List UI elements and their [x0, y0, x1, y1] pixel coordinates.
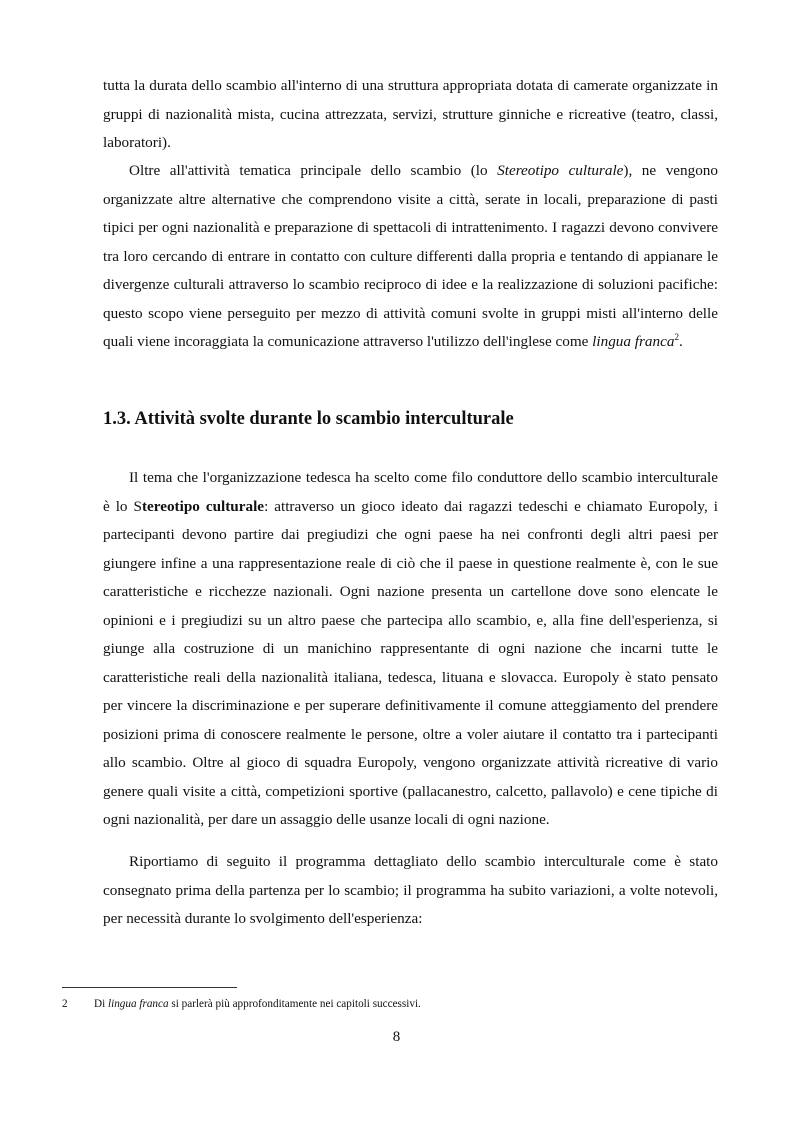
footnote-reference[interactable]: 2 — [674, 331, 679, 342]
term-stereotipo-culturale-bold: tereotipo culturale — [141, 497, 265, 515]
paragraph-2-text-b: ), ne vengono organizzate altre alternative che comprendono visite a città, serate in locali, preparazione di pasti tipici per ogni nazionalità e preparazione di spettacoli di intrattenimento. I ragazzi devono convivere tra loro cercando di entrare in contatto con culture differenti dalla propria e tentando di appianare le divergenze culturali attraverso lo scambio reciproco di idee e la realizzazione di soluzioni pacifiche: questo scopo viene perseguito per mezzo di attività comuni svolte in gruppi misti all'interno delle quali viene incoraggiata la comunicazione attraverso l'utilizzo dell'inglese come — [103, 162, 718, 350]
paragraph-3-text-a: Il tema che l'organizzazione tedesca ha scelto come filo conduttore dello scambio interculturale è lo S — [103, 469, 718, 515]
footnote — [62, 996, 722, 1012]
term-stereotipo-culturale: Stereotipo culturale — [497, 162, 624, 179]
term-lingua-franca: lingua franca — [592, 333, 675, 350]
footnote-divider — [62, 987, 237, 988]
paragraph-4 — [103, 848, 718, 934]
paragraph-3 — [103, 464, 718, 835]
footnote-term: lingua franca — [107, 998, 169, 1010]
paragraph-1 — [103, 72, 718, 158]
footnote-text-b: si parlerà più approfonditamente nei capitoli successivi. — [168, 998, 421, 1010]
page-number: 8 — [392, 1029, 401, 1045]
paragraph-2-end: . — [678, 333, 683, 350]
paragraph-2-text-a: Oltre all'attività tematica principale dello scambio (lo — [129, 162, 498, 179]
paragraph-3-text-b: : attraverso un gioco ideato dai ragazzi tedeschi e chiamato Europoly, i partecipanti devono partire dai pregiudizi che ogni paese ha nei confronti degli altri paesi per giungere infine a una rappresentazione reale di ciò che il paese in questione realmente è, con le sue caratteristiche e ricchezze nazionali. Ogni nazione presenta un cartellone dove sono elencate le opinioni e i pregiudizi su un altro paese che partecipa allo scambio, e, alla fine dell'esperienza, si giunge alla costruzione di un manichino rappresentante di ogni nazione che incarni tutte le caratteristiche reali della nazionalità italiana, tedesca, lituana e slovacca. Europoly è stato pensato per vincere la discriminazione e per superare definitivamente il comune atteggiamento del prendere posizioni prima di conoscere realmente le persone, oltre a voler aiutare il contatto tra i partecipanti allo scambio. Oltre al gioco di squadra Europoly, vengono organizzate attività ricreative di vario genere quali visite a città, competizioni sportive (pallacanestro, calcetto, pallavolo) e cene tipiche di ogni nazionalità, per dare un assaggio delle usanze locali di ogni nazione. — [103, 497, 718, 828]
footnote-number: 2 — [62, 998, 68, 1010]
paragraph-1-text: tutta la durata dello scambio all'interno di una struttura appropriata dotata di camerate organizzate in gruppi di nazionalità mista, cucina attrezzata, servizi, strutture ginniche e ricreative (teatro, classi, laboratori). — [103, 77, 718, 151]
paragraph-2 — [103, 157, 718, 357]
section-heading: 1.3. Attività svolte durante lo scambio interculturale — [103, 409, 514, 429]
paragraph-4-text: Riportiamo di seguito il programma dettagliato dello scambio interculturale come è stato consegnato prima della partenza per lo scambio; il programma ha subito variazioni, a volte notevoli, per necessità durante lo svolgimento dell'esperienza: — [103, 853, 718, 927]
footnote-text-a: Di — [94, 998, 108, 1010]
